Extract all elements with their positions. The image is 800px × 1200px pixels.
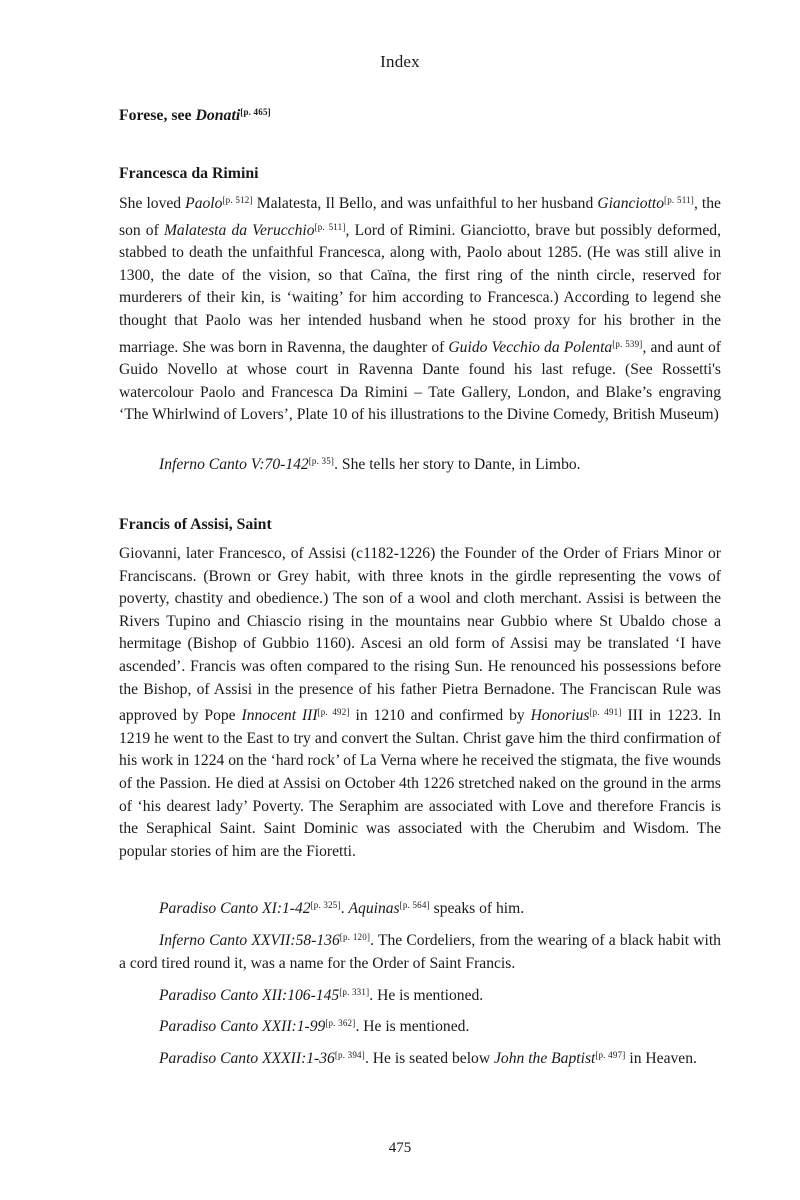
page-number: 475 [388,1140,412,1156]
page-ref[interactable]: [p. 491] [589,707,622,718]
link-malatesta-da-verucchio[interactable]: Malatesta da Verucchio [163,221,315,239]
page-ref[interactable]: [p. 120] [339,932,371,942]
entry-heading-francesca: Francesca da Rimini [119,165,259,182]
canto-ref-francis-4: Paradiso Canto XXII:1-99[p. 362]. He is mentioned. [159,1018,470,1035]
page-ref[interactable]: [p. 511] [664,195,694,205]
page-ref[interactable]: [p. 497] [595,1050,626,1060]
paragraph: She loved Paolo[p. 512] Malatesta, Il Bello, and was unfaithful to her husband Gianciotto[p. 511], the son of Malatesta da Verucchio[p. 511], Lord of Rimini. Gianciotto, brave but possibly deformed, stabbed to death the unfaithful Francesca, along with, Paolo about 1285. (He was still alive in 1300, the date of the vision, so that Caïna, the first ring of the ninth circle, reserved for murderers of their kin, is ‘waiting’ for him according to Francesca.) According to legend she thought that Paolo was her intended husband when he stood proxy for his brother in the marriage. She was born in Ravenna, the daughter of Guido Vecchio da Polenta[p. 539], and aunt of Guido Novello at whose court in Ravenna Dante found his last refuge. (See Rossetti's watercolour Paolo and Francesca Da Rimini – Tate Gallery, London, and Blake’s engraving ‘The Whirlwind of Lovers’, Plate 10 of his illustrations to the Divine Comedy, British Museum) [119,195,722,424]
link-canto[interactable]: Paradiso Canto XXII:1-99 [159,1018,326,1035]
paragraph: Giovanni, later Francesco, of Assisi (c1182-1226) the Founder of the Order of Friars Minor or Franciscans. (Brown or Grey habit, with three knots in the girdle representing the vows of poverty, chastity and obedience.) The son of a wool and cloth merchant. Assisi is between the Rivers Tupino and Chiascio rising in the mountains near Gubbio where St Ubaldo chose a hermitage (Bishop of Gubbio 1160). Ascesi an old form of Assisi may be translated ‘I have ascended’. Francis was often compared to the rising Sun. He renounced his possessions before the Bishop, of Assisi in the presence of his father Pietra Bernadone. The Franciscan Rule was approved by Pope Innocent III[p. 492] in 1210 and confirmed by Honorius[p. 491] III in 1223. In 1219 he went to the East to try and convert the Sultan. Christ gave him the third confirmation of his work in 1224 on the ‘hard rock’ of La Verna where he received the stigmata, the five wounds of the Passion. He died at Assisi on October 4th 1226 stretched naked on the ground in the arms of ‘his dearest lady’ Poverty. The Seraphim are associated with Love and therefore Francis is the Seraphical Saint. Saint Dominic was associated with the Cherubim and Wisdom. The popular stories of him are the Fioretti. [119,545,721,860]
link-canto[interactable]: Paradiso Canto XI:1-42 [159,900,311,917]
page-ref[interactable]: [p. 511] [314,221,346,232]
entry-francis [119,514,721,537]
link-donati[interactable]: Donati [195,107,241,124]
page-ref[interactable]: [p. 394] [334,1050,365,1060]
link-canto[interactable]: Inferno Canto XXVII:58-136 [159,932,340,949]
link-canto[interactable]: Paradiso Canto XII:106-145 [159,987,340,1004]
canto-ref-francis-1: Paradiso Canto XI:1-42[p. 325]. Aquinas[p. 564] speaks of him. [159,900,525,917]
entry-forese [119,101,721,128]
link-canto[interactable]: Inferno Canto V:70-142 [159,456,309,473]
entry-heading-francis: Francis of Assisi, Saint [119,516,272,533]
link-gianciotto[interactable]: Gianciotto [597,195,665,212]
page-ref[interactable]: [p. 362] [325,1018,356,1028]
page-ref[interactable]: [p. 564] [399,900,430,910]
page-ref[interactable]: [p. 331] [339,987,370,997]
page-ref[interactable]: [p. 35] [308,456,335,466]
page-ref[interactable]: [p. 465] [240,107,271,117]
link-aquinas[interactable]: Aquinas [348,900,400,917]
canto-ref-francis-5: Paradiso Canto XXXII:1-36[p. 394]. He is seated below John the Baptist[p. 497] in Heaven. [159,1050,697,1067]
link-honorius[interactable]: Honorius [530,707,590,725]
link-paolo[interactable]: Paolo [185,195,223,212]
canto-ref-francesca-1: Inferno Canto V:70-142[p. 35]. She tells her story to Dante, in Limbo. [159,456,581,473]
entry-francis-body [119,543,721,863]
entry-francesca-body [119,189,721,427]
canto-ref-francis-2: Inferno Canto XXVII:58-136[p. 120]. The Cordeliers, from the wearing of a black habit with a cord tired round it, was a name for the Order of Saint Francis. [119,932,721,972]
entry-heading-forese: Forese, see Donati[p. 465] [119,107,271,124]
running-head: Index [380,52,420,71]
link-canto[interactable]: Paradiso Canto XXXII:1-36 [159,1050,335,1067]
link-guido-vecchio[interactable]: Guido Vecchio da Polenta [448,338,613,356]
link-innocent-iii[interactable]: Innocent III [241,707,318,725]
page-ref[interactable]: [p. 325] [310,900,341,910]
page-ref[interactable]: [p. 492] [317,707,350,718]
link-john-the-baptist[interactable]: John the Baptist [494,1050,596,1067]
page-ref[interactable]: [p. 539] [612,338,643,349]
entry-francesca [119,163,721,186]
canto-ref-francis-3: Paradiso Canto XII:106-145[p. 331]. He is mentioned. [159,987,484,1004]
page-ref[interactable]: [p. 512] [222,195,253,205]
